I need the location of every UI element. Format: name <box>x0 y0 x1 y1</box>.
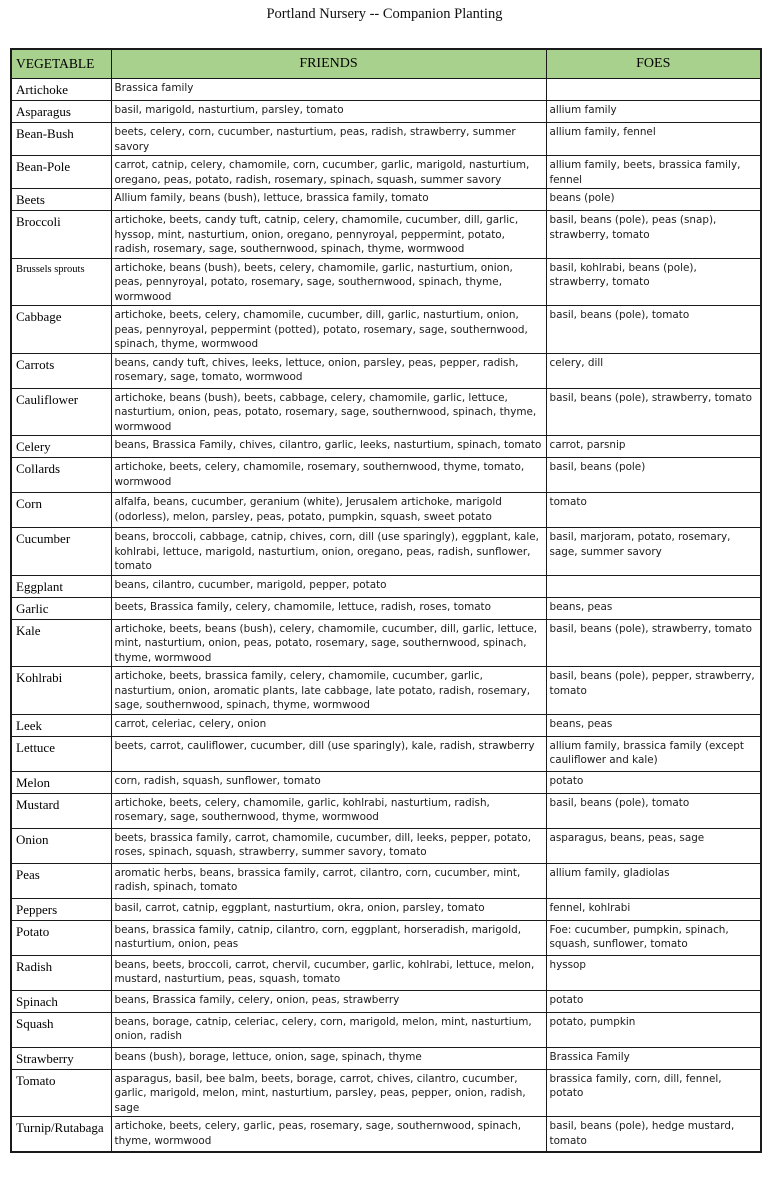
table-row <box>11 211 761 259</box>
friends-cell: beets, celery, corn, cucumber, nasturtium, peas, radish, strawberry, summer savory <box>111 123 546 156</box>
vegetable-cell: Collards <box>11 458 111 493</box>
table-row <box>11 306 761 354</box>
friends-cell: beans, brassica family, catnip, cilantro, corn, eggplant, horseradish, marigold, nasturtium, onion, peas <box>111 920 546 955</box>
friends-cell: beans, Brassica family, celery, onion, peas, strawberry <box>111 990 546 1012</box>
vegetable-cell: Cabbage <box>11 306 111 354</box>
companion-planting-table <box>10 48 762 1153</box>
foes-cell: celery, dill <box>546 353 761 388</box>
table-row <box>11 736 761 771</box>
vegetable-cell: Celery <box>11 436 111 458</box>
foes-cell: hyssop <box>546 955 761 990</box>
table-body <box>11 79 761 1152</box>
vegetable-cell: Squash <box>11 1012 111 1047</box>
table-row <box>11 258 761 306</box>
vegetable-cell: Artichoke <box>11 79 111 101</box>
vegetable-cell: Lettuce <box>11 736 111 771</box>
table-row <box>11 714 761 736</box>
friends-cell: artichoke, beets, brassica family, celery, chamomile, cucumber, garlic, nasturtium, onion, aromatic plants, late cabbage, late potato, radish, rosemary, sage, southernwood, spinach, thyme, wormwood <box>111 667 546 715</box>
friends-cell: artichoke, beets, celery, chamomile, rosemary, southernwood, thyme, tomato, wormwood <box>111 458 546 493</box>
table-row <box>11 156 761 189</box>
vegetable-cell: Melon <box>11 771 111 793</box>
friends-cell: beans, cilantro, cucumber, marigold, pepper, potato <box>111 575 546 597</box>
vegetable-cell: Garlic <box>11 597 111 619</box>
friends-cell: beans, beets, broccoli, carrot, chervil, cucumber, garlic, kohlrabi, lettuce, melon, mustard, nasturtium, peas, squash, tomato <box>111 955 546 990</box>
friends-cell: artichoke, beets, celery, garlic, peas, rosemary, sage, southernwood, spinach, thyme, wormwood <box>111 1117 546 1152</box>
table-row <box>11 1069 761 1117</box>
header-foes: FOES <box>546 49 761 79</box>
friends-cell: beans (bush), borage, lettuce, onion, sage, spinach, thyme <box>111 1047 546 1069</box>
friends-cell: artichoke, beets, celery, chamomile, garlic, kohlrabi, nasturtium, radish, rosemary, sage, southernwood, thyme, wormwood <box>111 793 546 828</box>
friends-cell: beans, Brassica Family, chives, cilantro, garlic, leeks, nasturtium, spinach, tomato <box>111 436 546 458</box>
friends-cell: corn, radish, squash, sunflower, tomato <box>111 771 546 793</box>
friends-cell: carrot, catnip, celery, chamomile, corn, cucumber, garlic, marigold, nasturtium, oregano, peas, potato, radish, rosemary, spinach, squash, summer savory <box>111 156 546 189</box>
table-row <box>11 458 761 493</box>
foes-cell: basil, beans (pole), pepper, strawberry, tomato <box>546 667 761 715</box>
foes-cell: basil, beans (pole) <box>546 458 761 493</box>
foes-cell: allium family, brassica family (except cauliflower and kale) <box>546 736 761 771</box>
friends-cell: beets, carrot, cauliflower, cucumber, dill (use sparingly), kale, radish, strawberry <box>111 736 546 771</box>
table-row <box>11 828 761 863</box>
foes-cell: potato <box>546 990 761 1012</box>
friends-cell: beans, broccoli, cabbage, catnip, chives, corn, dill (use sparingly), eggplant, kale, kohlrabi, lettuce, marigold, nasturtium, onion, oregano, peas, radish, sunflower, tomato <box>111 528 546 576</box>
friends-cell: beans, borage, catnip, celeriac, celery, corn, marigold, melon, mint, nasturtium, onion, radish <box>111 1012 546 1047</box>
foes-cell: beans, peas <box>546 714 761 736</box>
foes-cell: basil, beans (pole), peas (snap), strawberry, tomato <box>546 211 761 259</box>
foes-cell: allium family <box>546 101 761 123</box>
vegetable-cell: Spinach <box>11 990 111 1012</box>
header-row <box>11 49 761 79</box>
foes-cell: beans, peas <box>546 597 761 619</box>
friends-cell: artichoke, beans (bush), beets, celery, chamomile, garlic, nasturtium, onion, peas, pennyroyal, potato, rosemary, sage, southernwood, spinach, thyme, wormwood <box>111 258 546 306</box>
foes-cell: tomato <box>546 493 761 528</box>
table-row <box>11 436 761 458</box>
vegetable-cell: Beets <box>11 189 111 211</box>
friends-cell: asparagus, basil, bee balm, beets, borage, carrot, chives, cilantro, cucumber, garlic, marigold, melon, mint, nasturtium, parsley, peas, pepper, onion, radish, sage <box>111 1069 546 1117</box>
vegetable-cell: Brussels sprouts <box>11 258 111 306</box>
table-row <box>11 189 761 211</box>
vegetable-cell: Strawberry <box>11 1047 111 1069</box>
friends-cell: alfalfa, beans, cucumber, geranium (white), Jerusalem artichoke, marigold (odorless), melon, parsley, peas, potato, pumpkin, squash, sweet potato <box>111 493 546 528</box>
foes-cell: potato, pumpkin <box>546 1012 761 1047</box>
table-row <box>11 353 761 388</box>
friends-cell: beets, brassica family, carrot, chamomile, cucumber, dill, leeks, pepper, potato, roses, spinach, squash, strawberry, summer savory, tomato <box>111 828 546 863</box>
table-row <box>11 793 761 828</box>
friends-cell: aromatic herbs, beans, brassica family, carrot, cilantro, corn, cucumber, mint, radish, spinach, tomato <box>111 863 546 898</box>
foes-cell: fennel, kohlrabi <box>546 898 761 920</box>
table-row <box>11 597 761 619</box>
vegetable-cell: Tomato <box>11 1069 111 1117</box>
vegetable-cell: Cucumber <box>11 528 111 576</box>
friends-cell: artichoke, beets, celery, chamomile, cucumber, dill, garlic, nasturtium, onion, peas, pennyroyal, peppermint (potted), potato, rosemary, sage, southernwood, spinach, thyme, wormwood <box>111 306 546 354</box>
vegetable-cell: Bean-Pole <box>11 156 111 189</box>
foes-cell <box>546 575 761 597</box>
table-row <box>11 123 761 156</box>
table-row <box>11 955 761 990</box>
page-title: Portland Nursery -- Companion Planting <box>266 6 503 22</box>
foes-cell: basil, beans (pole), strawberry, tomato <box>546 619 761 667</box>
foes-cell: beans (pole) <box>546 189 761 211</box>
header-friends: FRIENDS <box>111 49 546 79</box>
table-row <box>11 990 761 1012</box>
foes-cell: carrot, parsnip <box>546 436 761 458</box>
foes-cell: allium family, gladiolas <box>546 863 761 898</box>
vegetable-cell: Radish <box>11 955 111 990</box>
foes-cell: allium family, beets, brassica family, fennel <box>546 156 761 189</box>
friends-cell: basil, carrot, catnip, eggplant, nasturtium, okra, onion, parsley, tomato <box>111 898 546 920</box>
table-row <box>11 388 761 436</box>
foes-cell: basil, beans (pole), hedge mustard, tomato <box>546 1117 761 1152</box>
vegetable-cell: Corn <box>11 493 111 528</box>
foes-cell: Brassica Family <box>546 1047 761 1069</box>
friends-cell: beets, Brassica family, celery, chamomile, lettuce, radish, roses, tomato <box>111 597 546 619</box>
vegetable-cell: Onion <box>11 828 111 863</box>
vegetable-cell: Peppers <box>11 898 111 920</box>
vegetable-cell: Leek <box>11 714 111 736</box>
friends-cell: artichoke, beets, candy tuft, catnip, celery, chamomile, cucumber, dill, garlic, hyssop, mint, nasturtium, onion, oregano, pennyroyal, peppermint, potato, radish, rosemary, sage, southernwood, spinach, thyme, wormwood <box>111 211 546 259</box>
vegetable-cell: Peas <box>11 863 111 898</box>
table-row <box>11 667 761 715</box>
vegetable-cell: Potato <box>11 920 111 955</box>
table-row <box>11 920 761 955</box>
foes-cell: basil, beans (pole), tomato <box>546 306 761 354</box>
friends-cell: carrot, celeriac, celery, onion <box>111 714 546 736</box>
foes-cell: allium family, fennel <box>546 123 761 156</box>
friends-cell: artichoke, beets, beans (bush), celery, chamomile, cucumber, dill, garlic, lettuce, mint, nasturtium, onion, peas, potato, rosemary, sage, southernwood, spinach, thyme, wormwood <box>111 619 546 667</box>
vegetable-cell: Mustard <box>11 793 111 828</box>
table-row <box>11 528 761 576</box>
vegetable-cell: Broccoli <box>11 211 111 259</box>
vegetable-cell: Kohlrabi <box>11 667 111 715</box>
vegetable-cell: Bean-Bush <box>11 123 111 156</box>
table-row <box>11 79 761 101</box>
table-row <box>11 101 761 123</box>
vegetable-cell: Kale <box>11 619 111 667</box>
table-row <box>11 1012 761 1047</box>
friends-cell: basil, marigold, nasturtium, parsley, tomato <box>111 101 546 123</box>
table-row <box>11 619 761 667</box>
table-row <box>11 1047 761 1069</box>
friends-cell: beans, candy tuft, chives, leeks, lettuce, onion, parsley, peas, pepper, radish, rosemary, sage, tomato, wormwood <box>111 353 546 388</box>
vegetable-cell: Eggplant <box>11 575 111 597</box>
foes-cell: basil, beans (pole), tomato <box>546 793 761 828</box>
foes-cell: Foe: cucumber, pumpkin, spinach, squash, sunflower, tomato <box>546 920 761 955</box>
header-vegetable: VEGETABLE <box>11 49 111 79</box>
table-row <box>11 898 761 920</box>
friends-cell: Brassica family <box>111 79 546 101</box>
vegetable-cell: Turnip/Rutabaga <box>11 1117 111 1152</box>
foes-cell <box>546 79 761 101</box>
vegetable-cell: Carrots <box>11 353 111 388</box>
foes-cell: brassica family, corn, dill, fennel, potato <box>546 1069 761 1117</box>
foes-cell: potato <box>546 771 761 793</box>
friends-cell: artichoke, beans (bush), beets, cabbage, celery, chamomile, garlic, lettuce, nasturtium, onion, peas, potato, rosemary, sage, southernwood, spinach, thyme, wormwood <box>111 388 546 436</box>
friends-cell: Allium family, beans (bush), lettuce, brassica family, tomato <box>111 189 546 211</box>
table-row <box>11 1117 761 1152</box>
foes-cell: asparagus, beans, peas, sage <box>546 828 761 863</box>
table-row <box>11 863 761 898</box>
table-row <box>11 771 761 793</box>
vegetable-cell: Asparagus <box>11 101 111 123</box>
foes-cell: basil, kohlrabi, beans (pole), strawberry, tomato <box>546 258 761 306</box>
foes-cell: basil, marjoram, potato, rosemary, sage, summer savory <box>546 528 761 576</box>
table-row <box>11 575 761 597</box>
vegetable-cell: Cauliflower <box>11 388 111 436</box>
foes-cell: basil, beans (pole), strawberry, tomato <box>546 388 761 436</box>
table-row <box>11 493 761 528</box>
